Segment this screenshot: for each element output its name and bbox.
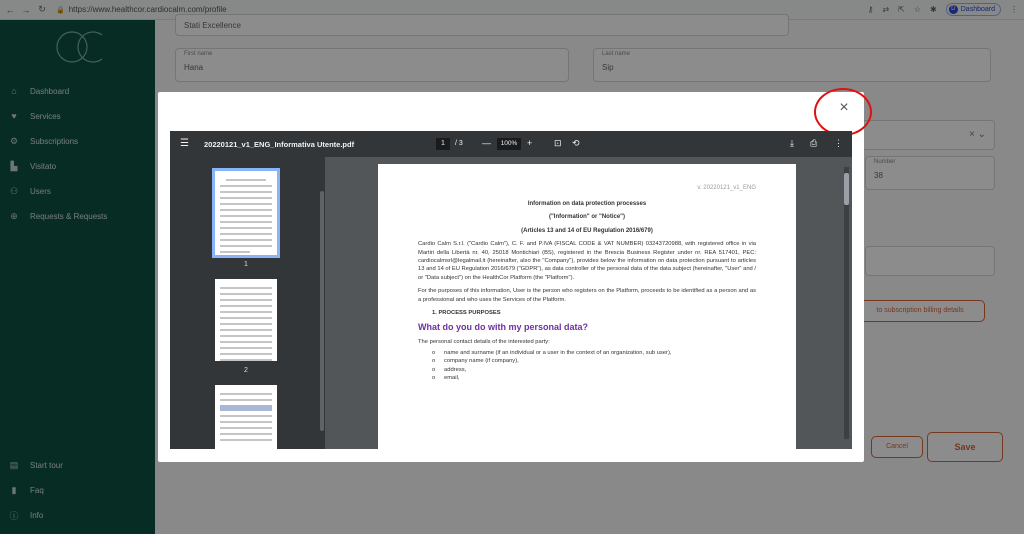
save-button[interactable]: Save [927, 432, 1003, 462]
thumbnail-scrollbar[interactable] [320, 191, 324, 431]
document-articles: (Articles 13 and 14 of EU Regulation 2016/679) [521, 227, 653, 234]
extensions-icon[interactable]: ✱ [930, 5, 937, 14]
page-total: / 3 [455, 140, 463, 147]
menu-icon[interactable]: ⋮ [1010, 5, 1018, 14]
sidebar-item-label: Info [30, 511, 44, 520]
cancel-button[interactable]: Cancel [871, 436, 923, 458]
close-highlight-annotation [814, 88, 872, 136]
fit-page-icon[interactable]: ⊡ [554, 138, 562, 148]
download-icon[interactable]: ⤓ [790, 138, 794, 148]
back-icon[interactable]: ← [5, 4, 15, 15]
forward-icon[interactable]: → [21, 4, 31, 15]
list-item: o company name (if company), [432, 357, 756, 365]
list-item: o email, [432, 374, 756, 382]
url-text: https://www.healthcor.cardiocalm.com/profile [68, 5, 227, 14]
document-paragraph: For the purposes of this information, User is the person who registers on the Platform, proceeds to be identified as a person and as a professional and who uses the Services of the Platform. [418, 288, 756, 303]
page-number-input[interactable]: 1 [436, 138, 450, 150]
pdf-toolbar [170, 131, 852, 157]
sidebar-item-label: Users [30, 187, 51, 196]
building-icon: ▙ [10, 161, 18, 171]
document-paragraph: The personal contact details of the interested party: [418, 339, 550, 346]
thumbnail-label: 1 [244, 261, 248, 268]
clear-chevron-icon[interactable]: × ⌄ [969, 129, 986, 140]
more-icon[interactable]: ⋮ [834, 138, 843, 148]
document-title: Information on data protection processes [527, 201, 647, 207]
scrollbar-thumb[interactable] [844, 173, 849, 205]
sidebar-item-label: Requests & Requests [30, 212, 108, 221]
sidebar-item-label: Services [30, 111, 61, 121]
print-icon[interactable]: ⎙ [810, 138, 818, 148]
close-icon[interactable]: × [839, 99, 849, 116]
tour-icon: ▤ [9, 460, 19, 470]
document-paragraph: Cardio Calm S.r.l. ("Cardio Calm"), C. F. and P.IVA (FISCAL CODE & VAT NUMBER) 03243720988, with registered office in via Martiri della Libertà nr. 40, 25018 Montichiari (BS), registered in the Brescia Business Register under nr. REA 517401, PEC: cardiocalmsrl@legalmail.it (hereinafter, also the "Company"), provides below the information on data protection pursuant to articles 13 and 14 of EU Regulation 2016/679 ("GDPR"), as data controller of the personal data of the data subject (hereinafter, "User" and / or "Data subject") on the HealthCor Platform (the "Platform"). [418, 241, 756, 281]
company-field-value: Stati Excellence [184, 21, 241, 30]
lock-icon: 🔒 [56, 6, 65, 14]
share-icon[interactable]: ⇱ [898, 5, 905, 14]
thumbnail-page-3[interactable] [215, 385, 277, 449]
bookmark-icon: ▮ [11, 485, 17, 495]
sidebar-item-label: Subscriptions [30, 137, 79, 146]
number-label: Number [874, 159, 896, 165]
plus-circle-icon: ⊕ [10, 211, 18, 221]
pdf-page [378, 164, 796, 449]
first-name-label: First name [184, 51, 213, 57]
question-heading: What do you do with my personal data? [418, 322, 589, 333]
document-subtitle: ("Information" or "Notice") [548, 214, 626, 221]
home-icon: ⌂ [11, 86, 17, 96]
data-list [418, 349, 756, 383]
gear-icon: ⚙ [9, 136, 19, 146]
info-icon: ⓘ [9, 511, 19, 521]
rotate-icon[interactable]: ⟲ [572, 138, 580, 148]
last-name-value: Sip [602, 63, 614, 72]
heart-icon: ♥ [11, 111, 17, 121]
last-name-label: Last name [602, 51, 631, 57]
pdf-viewer [170, 131, 852, 449]
sidebar-item-label: Visitato [30, 162, 57, 171]
first-name-value: Hana [184, 63, 204, 72]
billing-details-button[interactable]: to subscription billing details [855, 300, 985, 322]
list-item: o address, [432, 366, 756, 374]
zoom-out-icon[interactable]: — [482, 138, 491, 148]
thumbnail-label: 2 [244, 367, 248, 374]
sidebar-item-label: Dashboard [30, 86, 70, 96]
number-value: 38 [874, 171, 883, 180]
key-icon[interactable]: ⚷ [867, 5, 874, 14]
zoom-input[interactable]: 100% [497, 138, 521, 150]
sidebar-toggle-icon[interactable]: ☰ [180, 138, 189, 149]
profile-label: Dashboard [960, 6, 995, 13]
pdf-filename: 20220121_v1_ENG_Informativa Utente.pdf [204, 140, 355, 149]
users-icon: ⚇ [9, 186, 19, 196]
reload-icon[interactable]: ↻ [38, 4, 46, 14]
avatar: D [949, 5, 958, 14]
sidebar-item-label: Start tour [30, 461, 63, 470]
thumbnail-page-2[interactable] [215, 279, 277, 361]
section-heading: 1. PROCESS PURPOSES [432, 310, 501, 317]
zoom-in-icon[interactable]: + [527, 138, 533, 148]
list-item: o name and surname (if an individual or a user in the context of an organization, sub user), [432, 349, 756, 357]
document-scrollbar[interactable] [844, 167, 849, 439]
star-icon[interactable]: ☆ [913, 5, 922, 14]
sidebar-item-label: Faq [30, 486, 44, 495]
thumbnail-page-1[interactable] [215, 171, 277, 255]
translate-icon[interactable]: ⇄ [882, 5, 890, 14]
thumbnail-panel [170, 157, 325, 449]
document-version: v. 20220121_v1_ENG [697, 185, 756, 191]
